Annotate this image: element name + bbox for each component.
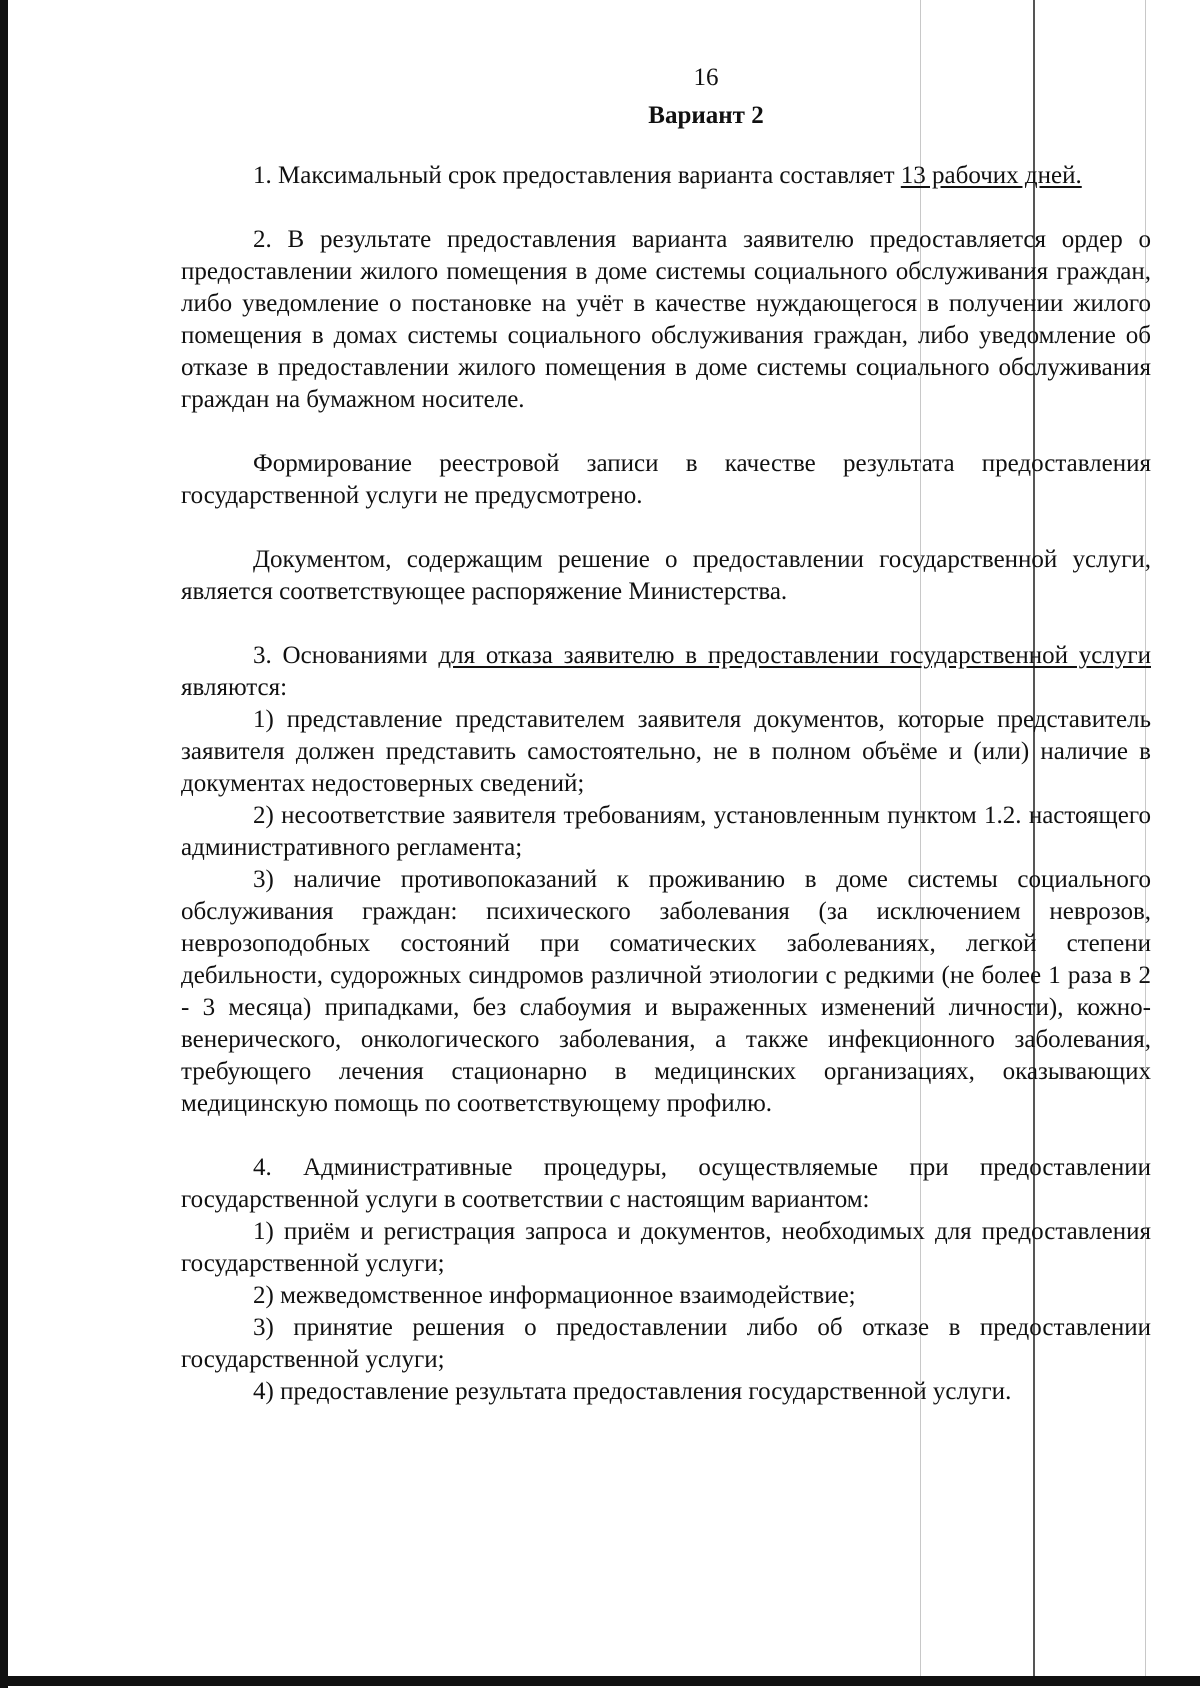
paragraph-decision-document: Документом, содержащим решение о предоставлении государственной услуги, является соответствующее распоряжение Министерства. [181,546,1151,605]
paragraph-result: 2. В результате предоставления варианта заявителю предоставляется ордер о предоставлении жилого помещения в доме системы социального обслуживания граждан, либо уведомление о постановке на учёт в качестве нуждающегося в получении жилого помещения в домах системы социального обслуживания граждан, либо уведомление об отказе в предоставлении жилого помещения в доме системы социального обслуживания граждан на бумажном носителе. [181,226,1151,413]
variant-title: Вариант 2 [648,102,764,129]
refusal-ground-item: 3) наличие противопоказаний к проживанию в доме системы социального обслуживания граждан: психического заболевания (за исключением неврозов, неврозоподобных состояний при соматических заболеваниях, легкой степени дебильности, судорожных синдромов различной этиологии с редкими (не более 1 раза в 2 - 3 месяца) припадками, без слабоумия и выраженных изменений личности), кожно-венерического, онкологического заболевания, а также инфекционного заболевания, требующего лечения стационарно в медицинских организациях, оказывающих медицинскую помощь по соответствующему профилю. [181,866,1151,1117]
max-term-value: 13 рабочих дней. [900,162,1082,189]
refusal-ground-item: 1) представление представителем заявителя документов, которые представитель заявителя должен представить самостоятельно, не в полном объёме и (или) наличие в документах недостоверных сведений; [181,706,1151,797]
refusal-grounds-underlined: для отказа заявителю в предоставлении государственной услуги [438,642,1151,669]
max-term-text: 1. Максимальный срок предоставления варианта составляет [253,162,901,189]
procedure-item: 1) приём и регистрация запроса и документов, необходимых для предоставления государственной услуги; [181,1218,1151,1277]
refusal-grounds-tail: являются: [181,674,288,701]
procedure-item: 3) принятие решения о предоставлении либо об отказе в предоставлении государственной услуги; [181,1314,1151,1373]
scan-border-bottom [0,1676,1200,1686]
paragraph-registry-record: Формирование реестровой записи в качестве результата предоставления государственной услуги не предусмотрено. [181,450,1151,509]
paragraph-procedures: 4. Административные процедуры, осуществляемые при предоставлении государственной услуги в соответствии с настоящим вариантом: [181,1154,1151,1213]
page-number: 16 [693,64,719,91]
refusal-grounds-intro: 3. Основаниями [253,642,439,669]
procedure-item: 4) предоставление результата предоставления государственной услуги. [253,1378,1012,1405]
refusal-ground-item: 2) несоответствие заявителя требованиям, установленным пунктом 1.2. настоящего административного регламента; [181,802,1151,861]
paragraph-max-term [181,160,1151,192]
procedure-item: 2) межведомственное информационное взаимодействие; [253,1282,856,1309]
scan-border-left [0,0,8,1688]
paragraph-refusal-grounds [181,640,1151,704]
document-body [181,62,1151,1408]
